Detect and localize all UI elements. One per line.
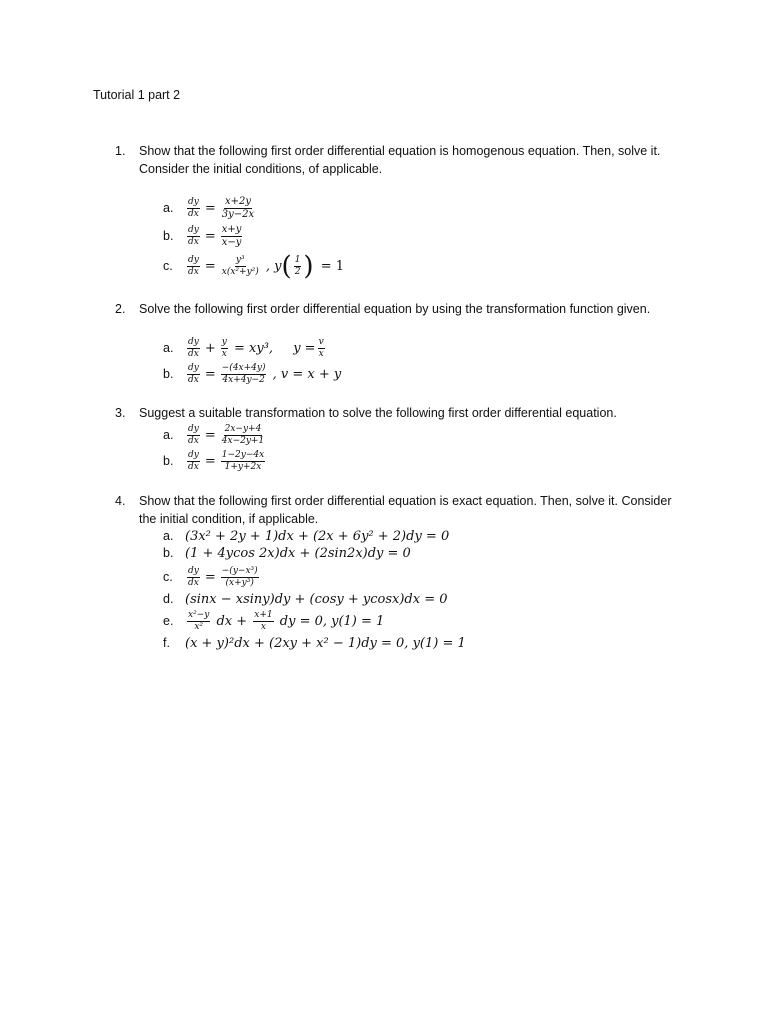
- question-1-part-b: [163, 222, 244, 250]
- part-label: d.: [163, 592, 174, 606]
- question-number: 2.: [115, 302, 126, 316]
- part-label: a.: [163, 529, 174, 543]
- part-label: b.: [163, 367, 174, 381]
- question-text: Solve the following first order differential equation by using the transformation function given.: [139, 302, 651, 316]
- question-3-part-a: [163, 421, 267, 449]
- part-label: a.: [163, 428, 174, 442]
- part-label: a.: [163, 341, 174, 355]
- question-text: Show that the following first order differential equation is exact equation. Then, solve it. Consider the initial condition, if applicable.: [139, 494, 672, 526]
- part-label: b.: [163, 546, 174, 560]
- part-label: f.: [163, 636, 170, 650]
- question-text: Suggest a suitable transformation to solve the following first order differential equation.: [139, 406, 617, 420]
- question-3-part-b: [163, 447, 267, 475]
- equation: $\frac{dy}{dx}$ + $\frac{y}{x}$ = xy³, y = $\frac{v}{x}$: [188, 336, 324, 359]
- equation: $\frac{dy}{dx}$ = $\frac{\text{−(y−x³)}}{\text{(x+y³)}}$: [188, 565, 258, 588]
- equation: $\frac{dy}{dx}$ = $\frac{\text{y³}}{\text{x(x²+y²)}}$ , y( $\frac{1}{2}$ ) = 1: [188, 251, 345, 281]
- part-label: c.: [163, 259, 173, 273]
- equation: $\frac{dy}{dx}$ = $\frac{2x-y+4}{4x-2y+1}$: [188, 423, 265, 446]
- equation: (sinx − xsiny)dy + (cosy + ycosx)dx = 0: [185, 591, 448, 607]
- part-label: b.: [163, 454, 174, 468]
- question-1-part-a: [163, 194, 257, 222]
- question-2-part-b: [163, 360, 341, 388]
- question-number: 3.: [115, 406, 126, 420]
- equation: $\frac{dy}{dx}$ = $\frac{x+y}{x-y}$: [188, 223, 242, 248]
- equation: (x + y)²dx + (2xy + x² − 1)dy = 0, y(1) = 1: [185, 635, 466, 651]
- part-label: e.: [163, 614, 174, 628]
- question-2-part-a: [163, 334, 327, 362]
- part-label: c.: [163, 570, 173, 584]
- equation: (3x² + 2y + 1)dx + (2x + 6y² + 2)dy = 0: [185, 528, 450, 544]
- equation: $\frac{\text{x²−y}}{\text{x²}}$ dx + $\frac{x+1}{x}$ dy = 0, y(1) = 1: [188, 609, 385, 632]
- question-1-part-c: [163, 252, 347, 280]
- equation: $\frac{dy}{dx}$ = $\frac{x+2y}{3y-2x}$: [188, 195, 255, 220]
- question-number: 1.: [115, 144, 126, 158]
- page-title: Tutorial 1 part 2: [93, 88, 181, 102]
- question-number: 4.: [115, 494, 126, 508]
- equation: (1 + 4ycos 2x)dx + (2sin2x)dy = 0: [185, 545, 411, 561]
- equation: $\frac{dy}{dx}$ = $\frac{-(4x+4y)}{4x+4y-2}$ , v = x + y: [188, 362, 342, 385]
- question-4-part-f: [163, 629, 466, 657]
- question-text: Show that the following first order differential equation is homogenous equation. Then, solve it. Consider the initial conditions, of applicable.: [139, 144, 661, 176]
- equation: $\frac{dy}{dx}$ = $\frac{1-2y-4x}{1+y+2x}$: [188, 449, 265, 472]
- part-label: a.: [163, 201, 174, 215]
- part-label: b.: [163, 229, 174, 243]
